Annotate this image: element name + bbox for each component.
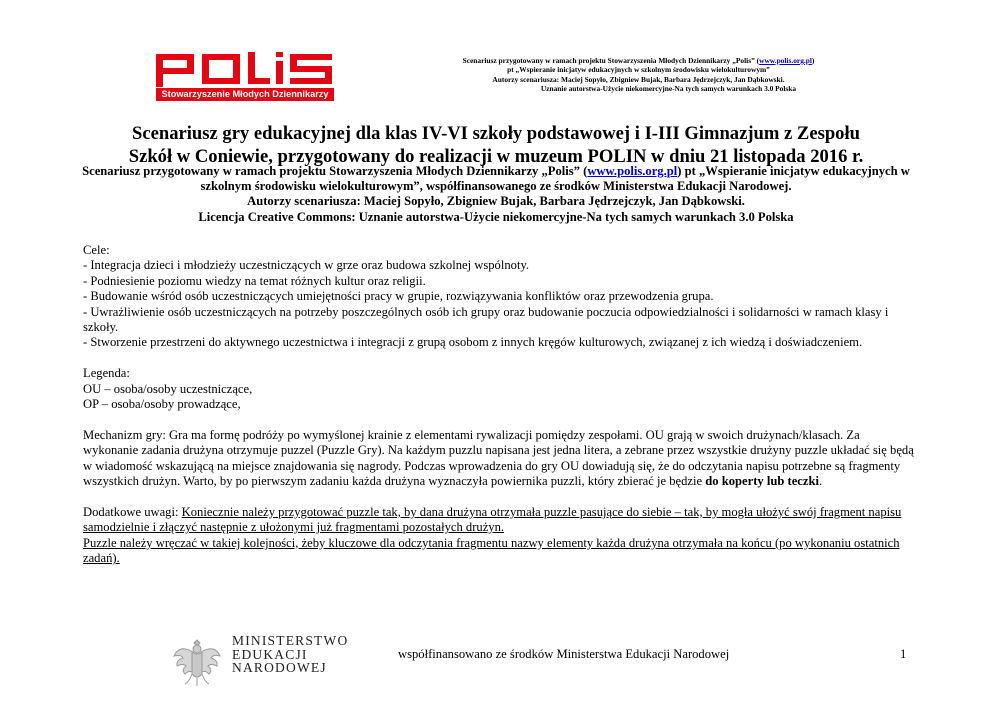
project-polis-link[interactable]: www.polis.org.pl <box>587 164 678 178</box>
document-title <box>60 122 932 168</box>
notes-underlined-2: Puzzle należy wręczać w takiej kolejności, żeby kluczowe dla odczytania fragmentu nazwy elementy każda drużyna otrzymała na końcu (po wykonaniu ostatnich zadań). <box>83 535 900 566</box>
ministry-line2: EDUKACJI <box>232 646 308 662</box>
project-description-suffix: ) pt „Wspieranie inicjatyw edukacyjnych w szkolnym środowisku wielokulturowym”, współfinansowanego ze środków Ministerstwa Edukacji Narodowej. <box>200 164 910 194</box>
page-number: 1 <box>900 647 907 661</box>
header-note-line1-prefix: Scenariusz przygotowany w ramach projektu Stowarzyszenia Młodych Dziennikarzy „Polis” ( <box>462 56 760 65</box>
license-line: Licencja Creative Commons: Uznanie autorstwa-Użycie niekomercyjne-Na tych samych warunkach 3.0 Polska <box>198 209 794 224</box>
notes-label: Dodatkowe uwagi: <box>83 504 182 519</box>
logo-caption: Stowarzyszenie Młodych Dziennikarzy <box>161 89 329 99</box>
authors-line: Autorzy scenariusza: Maciej Sopyło, Zbigniew Bujak, Barbara Jędrzejczyk, Jan Dąbkowski. <box>247 194 745 209</box>
header-note <box>386 56 891 94</box>
legend-ou: OU – osoba/osoby uczestniczące, <box>83 381 253 396</box>
legend-heading: Legenda: <box>83 366 130 381</box>
mechanism-text: Mechanizm gry: Gra ma formę podróży po wymyślonej krainie z elementami rywalizacji pomiędzy zespołami. OU grają w swoich drużynach/klasach. Za wykonanie zadania drużyna otrzymuje puzzel (Puzzle Gry). Na każdym puzzlu napisana jest jedna litera, a zebrane przez wszystkie drużyny puzzle układać się będą w wiadomość wskazującą na miejsce znajdowania się nagrody. Podczas wprowadzenia do gry OU dowiadują się, że do odczytania napisu potrzebne są fragmenty wszystkich drużyn. Warto, by po pierwszym zadaniu każda drużyna wyznaczyła powiernika puzzli, który zbierać je będzie <box>83 427 914 489</box>
header-polis-link[interactable]: www.polis.org.pl <box>759 56 812 65</box>
title-line1: Scenariusz gry edukacyjnej dla klas IV-VI szkoły podstawowej i I-III Gimnazjum z Zespołu <box>132 123 860 144</box>
goals-heading: Cele: <box>83 243 110 257</box>
legend-op: OP – osoba/osoby prowadzące, <box>83 397 241 412</box>
mechanism-end: . <box>818 474 823 489</box>
notes-paragraph <box>83 505 918 536</box>
header-note-line2: pt „Wspieranie inicjatyw edukacyjnych w szkolnym środowisku wielokulturowym” <box>507 65 770 75</box>
notes-underlined-1: Koniecznie należy przygotować puzzle tak, by dana drużyna otrzymała puzzle pasujące do siebie – tak, by mogła ułożyć swój fragment napisu samodzielnie i złączyć następnie z ułożonymi już fragmentami pozostałych drużyn. <box>83 504 902 535</box>
project-description-prefix: Scenariusz przygotowany w ramach projektu Stowarzyszenia Młodych Dziennikarzy „Polis” ( <box>82 164 588 178</box>
spacer <box>83 489 918 504</box>
mechanism-bold: do koperty lub teczki <box>705 474 819 489</box>
header-note-line1 <box>386 56 891 65</box>
goal-item: - Uwrażliwienie osób uczestniczących na potrzeby poszczególnych osób ich grupy oraz budowanie poczucia odpowiedzialności i solidarności w ramach klasy i szkoły. <box>83 304 889 335</box>
goal-item: - Budowanie wśród osób uczestniczących umiejętności pracy w grupie, rozwiązywania konfliktów oraz przewodzenia grupa. <box>83 289 714 304</box>
eagle-emblem-icon <box>171 634 223 690</box>
goal-item: - Integracja dzieci i młodzieży uczestniczących w grze oraz budowa szkolnej wspólnoty. <box>83 258 530 273</box>
mechanism-paragraph <box>83 428 918 490</box>
goal-item: - Podniesienie poziomu wiedzy na temat różnych kultur oraz religii. <box>83 273 426 288</box>
title-line2: Szkół w Coniewie, przygotowany do realizacji w muzeum POLIN w dniu 21 listopada 2016 r. <box>128 146 864 167</box>
cofinanced-note: współfinansowano ze środków Ministerstwa Edukacji Narodowej <box>398 647 730 661</box>
spacer <box>83 412 918 427</box>
logo-caption-band <box>156 88 334 101</box>
project-info <box>80 164 912 225</box>
goal-item: - Stworzenie przestrzeni do aktywnego uczestnictwa i integracji z grupą osobom z innych kręgów kulturowych, związanej z ich wiedzą i doświadczeniem. <box>83 335 863 350</box>
spacer <box>83 351 918 366</box>
header-note-line4: Uznanie autorstwa-Użycie niekomercyjne-Na tych samych warunkach 3.0 Polska <box>540 84 797 94</box>
notes-paragraph-2 <box>83 536 918 567</box>
header-note-line1-suffix: ) <box>811 56 815 65</box>
project-description <box>80 164 912 194</box>
ministry-line1: MINISTERSTWO <box>232 633 349 648</box>
polis-logo <box>156 52 334 102</box>
header-note-line3: Autorzy scenariusza: Maciej Sopyło, Zbigniew Bujak, Barbara Jędrzejczyk, Jan Dąbkowski. <box>492 74 785 84</box>
ministry-line3: NARODOWEJ <box>232 660 327 676</box>
document-body <box>83 243 918 566</box>
ministry-wordmark <box>232 634 348 675</box>
polis-wordmark-graphic <box>156 52 334 88</box>
